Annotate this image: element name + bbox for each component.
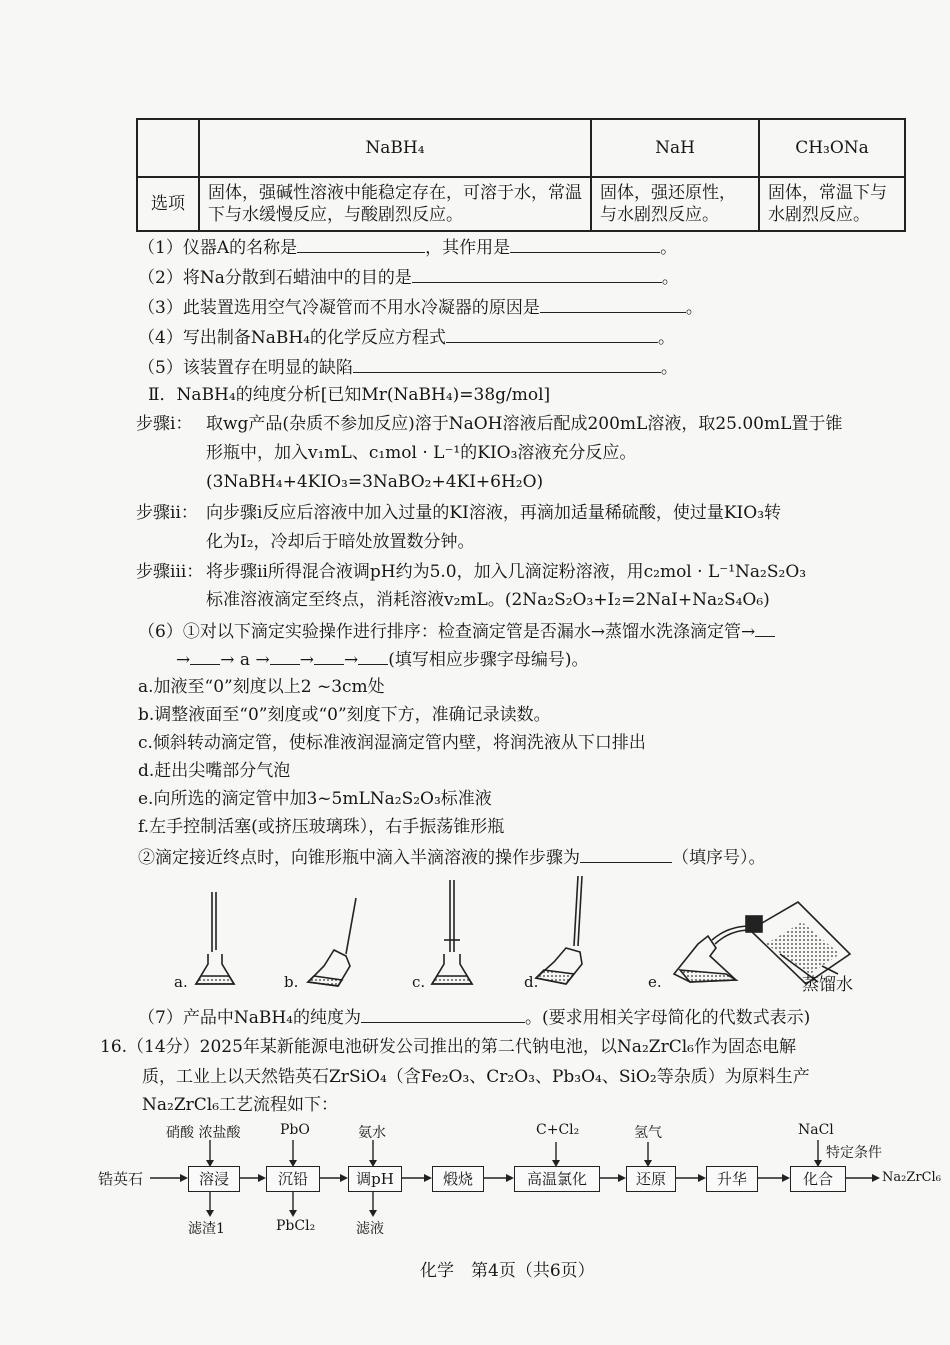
answer-blank[interactable] [540,296,686,313]
answer-blank[interactable] [270,648,300,665]
flow-step-sublimation: 升华 [706,1166,758,1192]
question-7: （7）产品中NaBH₄的纯度为 。(要求用相关字母简化的代数式表示) [138,1008,811,1028]
answer-blank[interactable] [361,1006,525,1023]
question-5: （5）该装置存在明显的缺陷 。 [138,358,678,378]
answer-blank[interactable] [446,326,658,343]
flow-step-combination: 化合 [790,1166,846,1192]
flow-input-condition: 特定条件 [826,1145,882,1161]
option-d: d.赶出尖嘴部分气泡 [138,761,291,781]
option-e: e.向所选的滴定管中加3~5mLNa₂S₂O₃标准液 [138,789,492,809]
figure-label-a: a. [174,973,188,991]
figure-label-d: d. [524,973,539,991]
step-3-label: 步骤ⅲ： [136,562,204,582]
option-b: b.调整液面至“0”刻度或“0”刻度下方，准确记录读数。 [138,705,551,725]
answer-blank[interactable] [412,266,662,283]
flow-output-residue: 滤渣1 [188,1221,225,1237]
question-16-line3: Na₂ZrCl₆工艺流程如下： [142,1095,339,1115]
distilled-water-label: 蒸馏水 [802,975,853,995]
question-2: （2）将Na分散到石蜡油中的目的是 。 [138,268,679,288]
flow-step-chlorination: 高温氯化 [514,1166,600,1192]
figure-label-e: e. [648,973,662,991]
table-cell-ch3ona: 固体，常温下与水剧烈反应。 [759,177,905,231]
step-3-text-2: 标准溶液滴定至终点，消耗溶液v₂mL。(2Na₂S₂O₃+I₂=2NaI+Na₂S₄O₆) [206,590,770,610]
step-1-equation: (3NaBH₄+4KIO₃=3NaBO₂+4KI+6H₂O) [206,472,544,492]
flow-input-c-cl2: C+Cl₂ [536,1122,580,1138]
table-cell-nah: 固体，强还原性，与水剧烈反应。 [591,177,759,231]
flow-step-adjust-ph: 调pH [348,1166,402,1192]
figure-a-flask-icon [196,892,234,984]
table-row-label: 选项 [137,177,199,231]
answer-blank[interactable] [190,648,220,665]
step-1-text-2: 形瓶中，加入v₁mL、c₁mol · L⁻¹的KIO₃溶液充分反应。 [206,443,637,463]
flow-output-pbcl2: PbCl₂ [276,1218,316,1234]
table-header-nabh4: NaBH₄ [199,119,591,177]
answer-blank[interactable] [580,846,672,863]
answer-blank[interactable] [510,236,660,253]
question-16-line1: 16.（14分）2025年某新能源电池研发公司推出的第二代钠电池，以Na₂ZrCl₆作为固态电解 [100,1037,796,1057]
figure-b-flask-icon [308,898,356,986]
question-6-line2: → → a → → → (填写相应步骤字母编号)。 [176,650,589,670]
flow-input-ammonia: 氨水 [358,1125,386,1141]
reagent-table [136,118,906,232]
question-16-line2: 质，工业上以天然锆英石ZrSiO₄（含Fe₂O₃、Cr₂O₃、Pb₃O₄、SiO₂等杂质）为原料生产 [142,1067,810,1087]
figure-c-flask-icon [432,880,472,984]
answer-blank[interactable] [755,620,775,637]
question-1: （1）仪器A的名称是 ，其作用是 。 [138,238,678,258]
question-6-line1: （6）①对以下滴定实验操作进行排序：检查滴定管是否漏水→蒸馏水洗涤滴定管→ [138,620,775,643]
flow-step-lead-precipitation: 沉铅 [266,1166,320,1192]
step-2-label: 步骤ⅱ： [136,503,198,523]
flow-input-hydrogen: 氢气 [634,1125,662,1141]
question-4: （4）写出制备NaBH₄的化学反应方程式 。 [138,328,675,348]
question-6-sub2: ②滴定接近终点时，向锥形瓶中滴入半滴溶液的操作步骤为 （填序号）。 [138,848,766,868]
flow-step-calcine: 煅烧 [432,1166,484,1192]
step-2-text-2: 化为I₂，冷却后于暗处放置数分钟。 [206,532,475,552]
answer-blank[interactable] [297,236,425,253]
table-header-empty [137,119,199,177]
step-1-label: 步骤i： [136,414,193,434]
option-f: f.左手控制活塞(或挤压玻璃珠），右手振荡锥形瓶 [138,817,505,837]
flow-input-acids: 硝酸 浓盐酸 [166,1125,241,1141]
flow-step-reduction: 还原 [626,1166,676,1192]
flow-step-dissolve: 溶浸 [188,1166,240,1192]
table-header-nah: NaH [591,119,759,177]
step-3-text: 将步骤ⅱ所得混合液调pH约为5.0，加入几滴淀粉溶液，用c₂mol · L⁻¹Na₂S₂O₃ [206,562,807,582]
table-header-ch3ona: CH₃ONa [759,119,905,177]
option-c: c.倾斜转动滴定管，使标准液润湿滴定管内壁，将润洗液从下口排出 [138,733,646,753]
figure-d-flask-icon [536,876,582,984]
flow-input-nacl: NaCl [798,1122,834,1138]
flow-output-filtrate: 滤液 [356,1221,384,1237]
page-footer: 化学 第4页（共6页） [420,1261,595,1281]
step-2-text: 向步骤i反应后溶液中加入过量的KI溶液，再滴加适量稀硫酸，使过量KIO₃转 [206,503,782,523]
figure-label-b: b. [284,973,299,991]
option-a: a.加液至“0”刻度以上2 ~3cm处 [138,677,385,697]
flow-start: 锆英石 [98,1170,144,1188]
answer-blank[interactable] [314,648,344,665]
step-1-text: 取wg产品(杂质不参加反应)溶于NaOH溶液后配成200mL溶液，取25.00mL置于锥 [206,414,843,434]
table-cell-nabh4: 固体，强碱性溶液中能稳定存在，可溶于水，常温下与水缓慢反应，与酸剧烈反应。 [199,177,591,231]
flow-product: Na₂ZrCl₆ [882,1170,941,1185]
section-2-title: Ⅱ．NaBH₄的纯度分析[已知Mr(NaBH₄)=38g/mol] [148,385,551,405]
answer-blank[interactable] [353,356,661,373]
flow-input-pbo: PbO [280,1122,310,1138]
question-3: （3）此装置选用空气冷凝管而不用水冷凝器的原因是 。 [138,298,703,318]
figure-label-c: c. [412,973,426,991]
answer-blank[interactable] [358,648,388,665]
